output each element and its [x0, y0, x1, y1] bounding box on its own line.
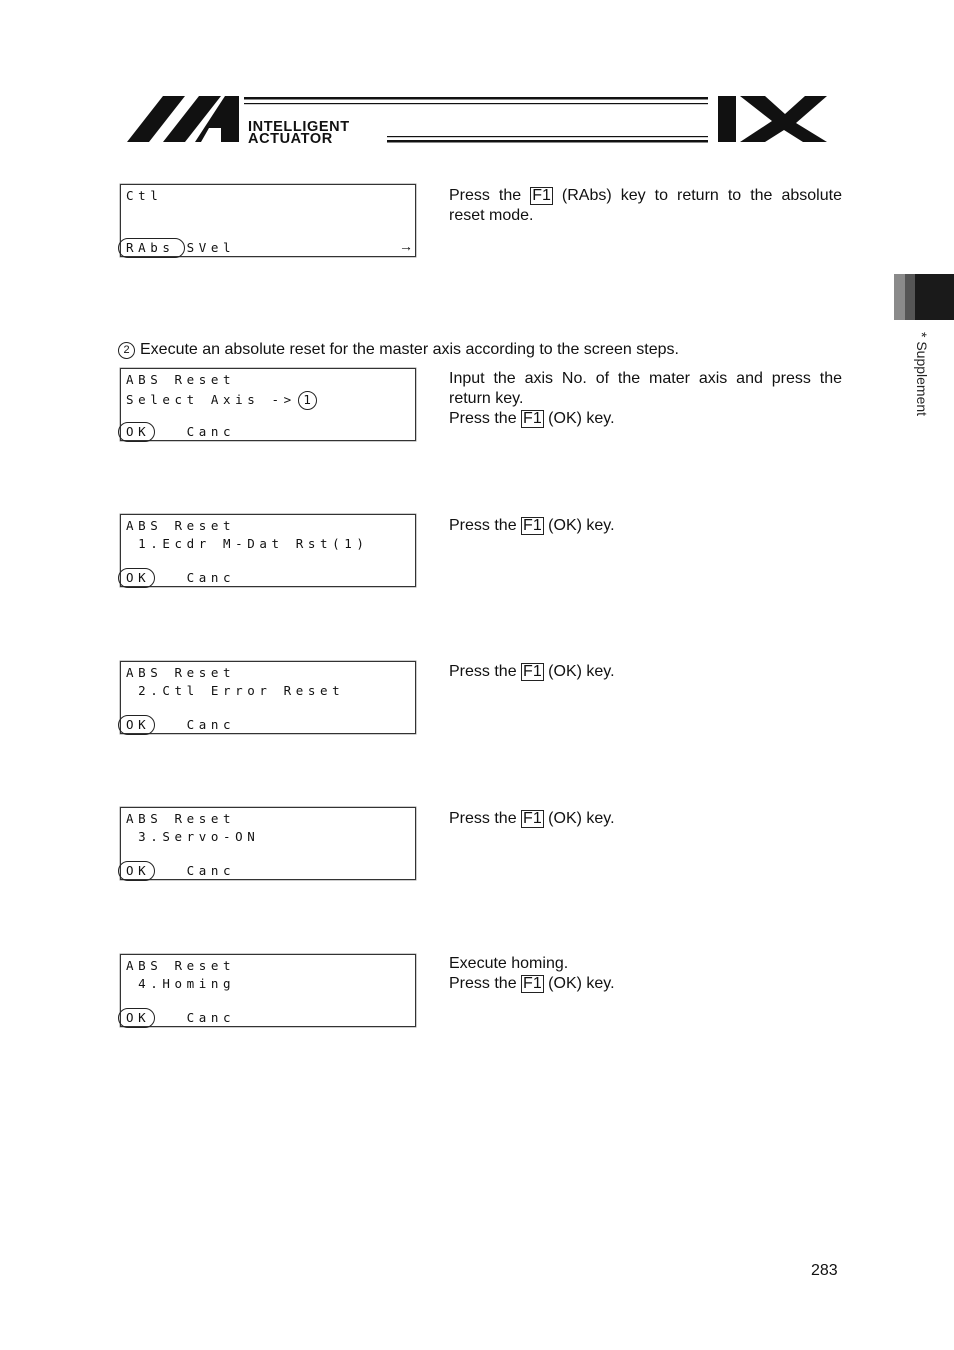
- f1-key-label: F1: [532, 187, 551, 204]
- lcd-softkey-line: OK Canc: [126, 424, 236, 439]
- logo-text-intelligent: INTELLIGENT: [248, 119, 350, 135]
- lcd-screen-ctl: [120, 184, 416, 257]
- instruction-2: Input the axis No. of the mater axis and press the return key. Press the F1 (OK) key.: [449, 370, 842, 427]
- lcd-screen-ecdr-rst: [120, 514, 416, 587]
- lcd-line-1: ABS Reset: [126, 372, 236, 387]
- instruction-1: Press the F1 (RAbs) key to return to the absolute reset mode.: [449, 187, 842, 224]
- lcd-screen-select-axis: [120, 368, 416, 441]
- lcd-screen-ctl-error-reset: [120, 661, 416, 734]
- lcd-screen-homing: [120, 954, 416, 1027]
- instruction-5: Press the F1 (OK) key.: [449, 810, 615, 827]
- step-heading: [118, 341, 679, 359]
- step-number-badge: 2: [118, 342, 135, 359]
- lcd-line-1: ABS Reset: [126, 811, 236, 826]
- lcd-line-2: Select Axis -> 1: [126, 391, 317, 410]
- lcd-softkey-line: RAbs SVel: [126, 240, 236, 255]
- lcd-screen-servo-on: [120, 807, 416, 880]
- page-number: 283: [811, 1262, 838, 1279]
- lcd-line-2: 2.Ctl Error Reset: [126, 683, 345, 698]
- section-tab-label: * Supplement: [914, 332, 930, 417]
- lcd-line-1: Ctl: [126, 188, 163, 203]
- f1-key-label: F1: [523, 410, 542, 427]
- lcd-line-1: ABS Reset: [126, 665, 236, 680]
- axis-marker-badge: 1: [298, 391, 317, 410]
- logo-graphic: [125, 92, 830, 150]
- f1-key-label: F1: [523, 517, 542, 534]
- instruction-3: Press the F1 (OK) key.: [449, 517, 615, 534]
- lcd-line-1: ABS Reset: [126, 518, 236, 533]
- instruction-6: Execute homing. Press the F1 (OK) key.: [449, 955, 615, 992]
- right-arrow-icon: →: [399, 238, 413, 254]
- lcd-softkey-line: OK Canc: [126, 570, 236, 585]
- lcd-softkey-line: OK Canc: [126, 1010, 236, 1025]
- f1-key-label: F1: [523, 975, 542, 992]
- lcd-line-2: 4.Homing: [126, 976, 236, 991]
- f1-key-label: F1: [523, 663, 542, 680]
- lcd-line-2: 3.Servo-ON: [126, 829, 260, 844]
- lcd-line-2: 1.Ecdr M-Dat Rst(1): [126, 536, 369, 551]
- lcd-softkey-line: OK Canc: [126, 717, 236, 732]
- logo-text-actuator: ACTUATOR: [248, 131, 333, 147]
- f1-key-label: F1: [523, 810, 542, 827]
- lcd-line-1: ABS Reset: [126, 958, 236, 973]
- step-text: Execute an absolute reset for the master axis according to the screen steps.: [140, 341, 679, 358]
- brand-logo: [125, 92, 830, 150]
- section-tab-marker: [894, 274, 954, 320]
- lcd-softkey-line: OK Canc: [126, 863, 236, 878]
- instruction-4: Press the F1 (OK) key.: [449, 663, 615, 680]
